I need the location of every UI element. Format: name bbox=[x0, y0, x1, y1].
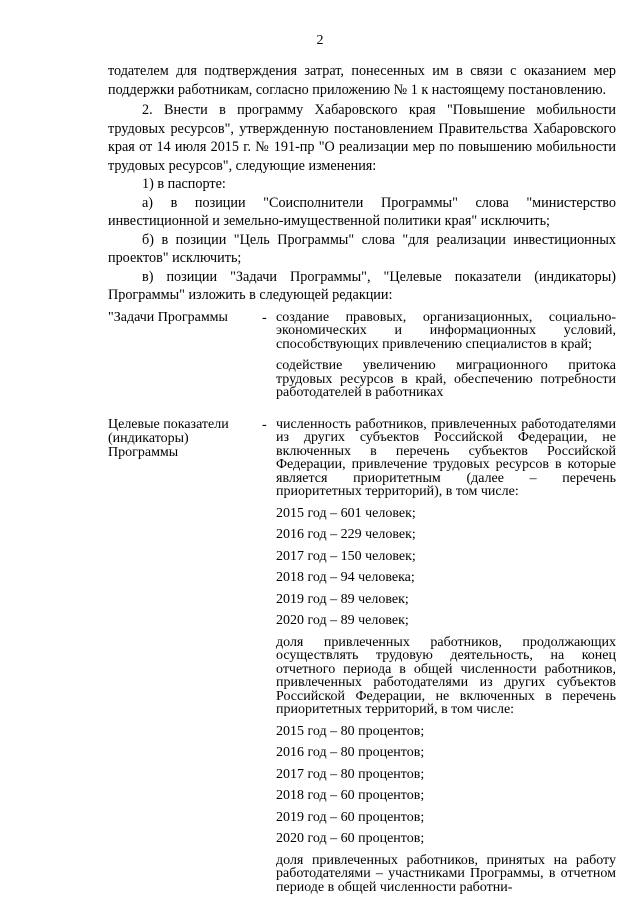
row-dash: - bbox=[262, 309, 267, 326]
paragraph-subitem-b: б) в позиции "Цель Программы" слова "для реализации инвестиционных проектов" исключить; bbox=[108, 231, 616, 266]
paragraph-subitem-a: а) в позиции "Соисполнители Программы" слова "министерство инвестиционной и земельно-имущественной политики края" исключить; bbox=[108, 194, 616, 229]
paragraph-passport: 1) в паспорте: bbox=[142, 176, 226, 192]
target-2-year: 2015 год – 80 процентов; bbox=[276, 723, 425, 739]
target-2-year: 2018 год – 60 процентов; bbox=[276, 788, 425, 803]
target-2-intro: доля привлеченных работников, продолжающих осуществлять трудовую деятельность, на конец отчетного периода в общей численности работников, привлеченных работодателями из других субъектов Российской Федерации, не включенных в перечень приоритетных территорий, в том числе: bbox=[276, 634, 616, 717]
tasks-values bbox=[276, 311, 616, 408]
passport-table bbox=[108, 311, 616, 903]
target-1-intro: численность работников, привлеченных работодателями из других субъектов Российской Федерации, не включенных в перечень субъектов Российской Федерации, привлечение трудовых ресурсов в которые является приоритетным (далее – перечень приоритетных территорий), в том числе: bbox=[276, 416, 616, 499]
target-1-year: 2015 год – 601 человек; bbox=[276, 505, 416, 521]
document-body bbox=[108, 62, 616, 902]
page-number: 2 bbox=[316, 33, 324, 48]
tasks-label: "Задачи Программы bbox=[108, 309, 228, 325]
target-1-year: 2016 год – 229 человек; bbox=[276, 527, 416, 542]
target-1-year: 2019 год – 89 человек; bbox=[276, 591, 409, 607]
target-1-year: 2018 год – 94 человека; bbox=[276, 570, 415, 585]
target-1-year: 2017 год – 150 человек; bbox=[276, 548, 416, 564]
paragraph-continuation: тодателем для подтверждения затрат, понесенных им в связи с оказанием мер поддержки работникам, согласно приложению № 1 к настоящему постановлению. bbox=[108, 63, 616, 98]
table-row-tasks bbox=[108, 311, 616, 408]
target-2-year: 2016 год – 80 процентов; bbox=[276, 745, 425, 760]
paragraph-subitem-v: в) позиции "Задачи Программы", "Целевые показатели (индикаторы) Программы" изложить в следующей редакции: bbox=[108, 268, 616, 303]
target-2-year: 2019 год – 60 процентов; bbox=[276, 809, 425, 825]
target-2-year: 2017 год – 80 процентов; bbox=[276, 766, 425, 782]
target-3-intro: доля привлеченных работников, принятых на работу работодателями – участниками Программы, в отчетном периоде в общей численности работни- bbox=[276, 852, 616, 895]
targets-values bbox=[276, 418, 616, 903]
paragraph-item-2: 2. Внести в программу Хабаровского края "Повышение мобильности трудовых ресурсов", утвержденную постановлением Правительства Хабаровского края от 14 июля 2015 г. № 191-пр "О реализации мер по повышению мобильности трудовых ресурсов", следующие изменения: bbox=[108, 102, 616, 174]
targets-label: Целевые показатели (индикаторы) Программы bbox=[108, 416, 229, 460]
task-item: создание правовых, организационных, социально-экономических и информационных условий, способствующих привлечению специалистов в край; bbox=[276, 309, 616, 352]
target-2-year: 2020 год – 60 процентов; bbox=[276, 831, 425, 846]
target-1-year: 2020 год – 89 человек; bbox=[276, 613, 409, 628]
row-dash: - bbox=[262, 416, 267, 433]
task-item: содействие увеличению миграционного притока трудовых ресурсов в край, обеспечению потребности работодателей в работниках bbox=[276, 358, 616, 400]
table-row-targets bbox=[108, 418, 616, 903]
